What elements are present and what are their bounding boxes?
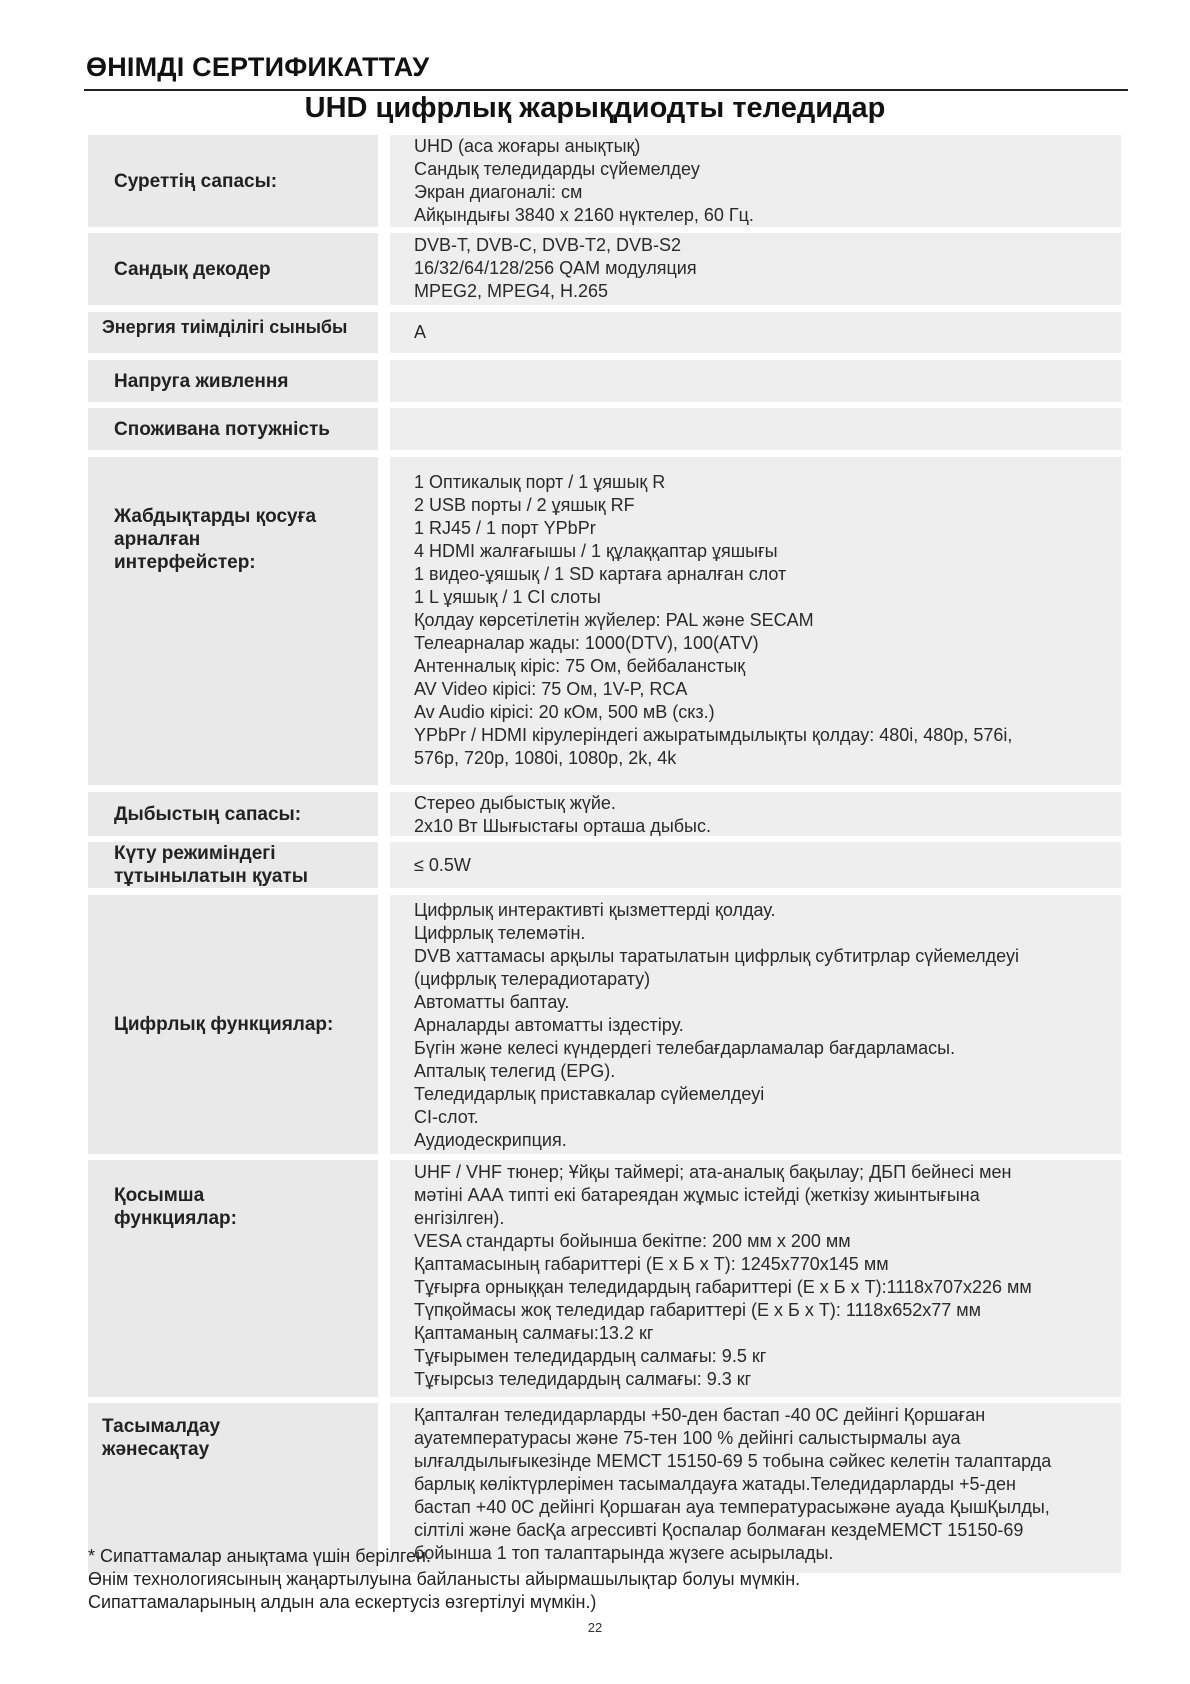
spec-value-line: Антенналық кіріс: 75 Ом, бейбаланстық (414, 656, 746, 676)
spec-value-line: ауатемпературасы және 75-тен 100 % дейінгі салыстырмалы ауа (414, 1428, 961, 1448)
spec-value-line: бойынша 1 топ талаптарында жүзеге асырылады. (414, 1543, 834, 1563)
spec-value (390, 312, 1121, 353)
spec-row-energy-class (88, 312, 1121, 353)
spec-value-line: Теледидарлық приставкалар сүйемелдеуі (414, 1084, 765, 1104)
spec-label-line: функциялар: (114, 1208, 237, 1229)
section-heading: ӨНІМДІ СЕРТИФИКАТТАУ (86, 52, 430, 82)
spec-value-line: 1 RJ45 / 1 порт YPbPr (414, 518, 596, 538)
spec-label (88, 135, 378, 227)
spec-label-line: Суреттің сапасы: (114, 170, 278, 192)
spec-value-line: бастап +40 0С дейінгі Қоршаған ауа температурасыжәне ауада ҚышҚылды, (414, 1497, 1050, 1517)
spec-value-line: Апталық телегид (EPG). (414, 1061, 616, 1081)
spec-row-interfaces (88, 457, 1121, 785)
spec-value-line: Тұғырға орныққан теледидардың габариттері (Е x Б x Т):1118x707x226 мм (414, 1277, 1032, 1297)
spec-value-line: Қаптамасының габариттері (Е x Б x Т): 1245x770x145 мм (414, 1254, 889, 1274)
spec-value (390, 1160, 1121, 1397)
footnote-line: * Сипаттамалар анықтама үшін берілген. (88, 1546, 431, 1566)
spec-label-line: арналған (114, 529, 201, 550)
spec-row-picture-quality (88, 135, 1121, 227)
spec-value-line: Сандық теледидарды сүйемелдеу (414, 159, 700, 179)
spec-value-line: CI-слот. (414, 1107, 479, 1127)
spec-row-digital-decoder (88, 233, 1121, 305)
spec-value (390, 842, 1121, 888)
spec-value-line: Аудиодескрипция. (414, 1130, 567, 1150)
spec-value-line: DVB хаттамасы арқылы таратылатын цифрлық субтитрлар сүйемелдеуі (414, 946, 1019, 966)
spec-value-line: Стерео дыбыстық жүйе. (414, 793, 616, 813)
spec-value-line: сілтілі және басҚа агрессивті Қоспалар болмаған кездеМЕМСТ 15150-69 (414, 1520, 1024, 1540)
spec-value-line: (цифрлық телерадиотарату) (414, 969, 651, 989)
spec-value (390, 792, 1121, 836)
spec-value-line: DVB-T, DVB-C, DVB-T2, DVB-S2 (414, 235, 682, 255)
spec-value (390, 408, 1121, 450)
spec-value-line: мәтіні ААА типті екі батареядан жұмыс істейді (жеткізу жиынтығына (414, 1185, 980, 1205)
spec-value (390, 135, 1121, 227)
spec-label-line: Дыбыстың сапасы: (114, 803, 302, 825)
spec-row-sound-quality (88, 792, 1121, 836)
spec-value-line: Тұғырымен теледидардың салмағы: 9.5 кг (414, 1346, 767, 1366)
spec-value-line: Қолдау көрсетілетін жүйелер: PAL және SECAM (414, 610, 814, 630)
spec-label-line: Энергия тиімділігі сыныбы (102, 317, 348, 337)
spec-row-standby-power (88, 842, 1121, 888)
spec-value-line: Телеарналар жады: 1000(DTV), 100(ATV) (414, 633, 759, 653)
spec-value-line: Цифрлық телемәтін. (414, 923, 586, 943)
spec-value-line: A (414, 322, 427, 342)
spec-value-line: 1 Оптикалық порт / 1 ұяшық R (414, 472, 666, 492)
spec-value (390, 360, 1121, 402)
spec-label (88, 360, 378, 402)
spec-value (390, 233, 1121, 305)
spec-label-line: Споживана потужність (114, 418, 330, 440)
spec-row-additional-functions (88, 1160, 1121, 1397)
spec-value-line: Қаптаманың салмағы:13.2 кг (414, 1323, 654, 1343)
footnote-line: Сипаттамаларының алдын ала ескертусіз өзгертілуі мүмкін.) (88, 1592, 597, 1612)
spec-value-line: ≤ 0.5W (414, 854, 471, 875)
spec-label-line: Цифрлық функциялар: (114, 1014, 334, 1035)
footnote-line: Өнім технологиясының жаңартылуына байланысты айырмашылықтар болуы мүмкін. (88, 1569, 801, 1589)
spec-label (88, 842, 378, 888)
spec-label-line: тұтынылатын қуаты (114, 866, 308, 887)
spec-value-line: UHD (аса жоғары анықтық) (414, 136, 641, 156)
spec-label-line: Күту режиміндегі (114, 843, 276, 864)
spec-label-line: Жабдықтарды қосуға (114, 506, 317, 527)
spec-label (88, 457, 378, 785)
spec-label-line: Сандық декодер (114, 258, 271, 280)
spec-value-line: Бүгін және келесі күндердегі телебағдарламалар бағдарламасы. (414, 1038, 956, 1058)
spec-value-line: UHF / VHF тюнер; Ұйқы таймері; ата-аналық бақылау; ДБП бейнесі мен (414, 1162, 1012, 1182)
spec-value-line: барлық көліктүрлерімен тасымалдауға жатады.Теледидарларды +5-ден (414, 1474, 1016, 1494)
spec-value-line: Тұғырсыз теледидардың салмағы: 9.3 кг (414, 1369, 752, 1389)
spec-value-line: 16/32/64/128/256 QAM модуляция (414, 258, 697, 278)
spec-value-line: 1 L ұяшық / 1 CI слоты (414, 587, 601, 607)
spec-label-line: интерфейстер: (114, 552, 256, 573)
spec-value-line: 4 HDMI жалғағышы / 1 құлаққаптар ұяшығы (414, 541, 778, 561)
spec-value-line: Қапталған теледидарларды +50-ден бастап -40 0С дейінгі Қоршаған (414, 1405, 986, 1425)
spec-value-line: Арналарды автоматты іздестіру. (414, 1015, 684, 1035)
spec-value-line: VESA стандарты бойынша бекітпе: 200 мм x 200 мм (414, 1231, 851, 1251)
spec-value-line: енгізілген). (414, 1208, 505, 1228)
spec-label (88, 312, 378, 353)
spec-label (88, 233, 378, 305)
spec-row-digital-functions (88, 895, 1121, 1154)
spec-value-line: ылғалдылығыкезінде МЕМСТ 15150-69 5 тобына сәйкес келетін талаптарда (414, 1451, 1052, 1471)
spec-label (88, 792, 378, 836)
footnote (88, 1545, 800, 1614)
spec-value-line: 1 видео-ұяшық / 1 SD картаға арналған слот (414, 564, 787, 584)
spec-value-line: Av Audio кірісі: 20 кОм, 500 мВ (скз.) (414, 702, 715, 722)
spec-value-line: Айқындығы 3840 x 2160 нүктелер, 60 Гц. (414, 205, 754, 225)
spec-label-line: Тасымалдау (102, 1416, 221, 1437)
spec-row-power-consumption (88, 408, 1121, 450)
page-number: 22 (587, 1620, 603, 1635)
spec-value (390, 895, 1121, 1154)
spec-label (88, 1160, 378, 1397)
spec-value-line: 576p, 720p, 1080i, 1080p, 2k, 4k (414, 748, 677, 768)
spec-value-line: 2x10 Вт Шығыстағы орташа дыбыс. (414, 816, 711, 836)
spec-value-line: MPEG2, MPEG4, H.265 (414, 281, 609, 301)
spec-value (390, 457, 1121, 785)
spec-label (88, 408, 378, 450)
spec-label-line: Қосымша (114, 1185, 205, 1206)
spec-value-line: YPbPr / HDMI кірулеріндегі ажыратымдылықты қолдау: 480i, 480p, 576i, (414, 725, 1013, 745)
spec-value-line: Түпқоймасы жоқ теледидар габариттері (Е x Б x Т): 1118x652x77 мм (414, 1300, 982, 1320)
spec-value-line: Автоматты баптау. (414, 992, 570, 1012)
spec-label (88, 895, 378, 1154)
spec-row-supply-voltage (88, 360, 1121, 402)
spec-label-line: Напруга живлення (114, 370, 289, 392)
heading-divider (84, 89, 1128, 91)
document-title: UHD цифрлық жарықдиодты теледидар (304, 92, 886, 124)
spec-label-line: жәнесақтау (102, 1439, 210, 1460)
spec-value-line: AV Video кірісі: 75 Ом, 1V-P, RCA (414, 679, 688, 699)
spec-value-line: Экран диагоналі: см (414, 182, 583, 202)
spec-value-line: 2 USB порты / 2 ұяшық RF (414, 495, 635, 515)
spec-value-line: Цифрлық интерактивті қызметтерді қолдау. (414, 900, 776, 920)
